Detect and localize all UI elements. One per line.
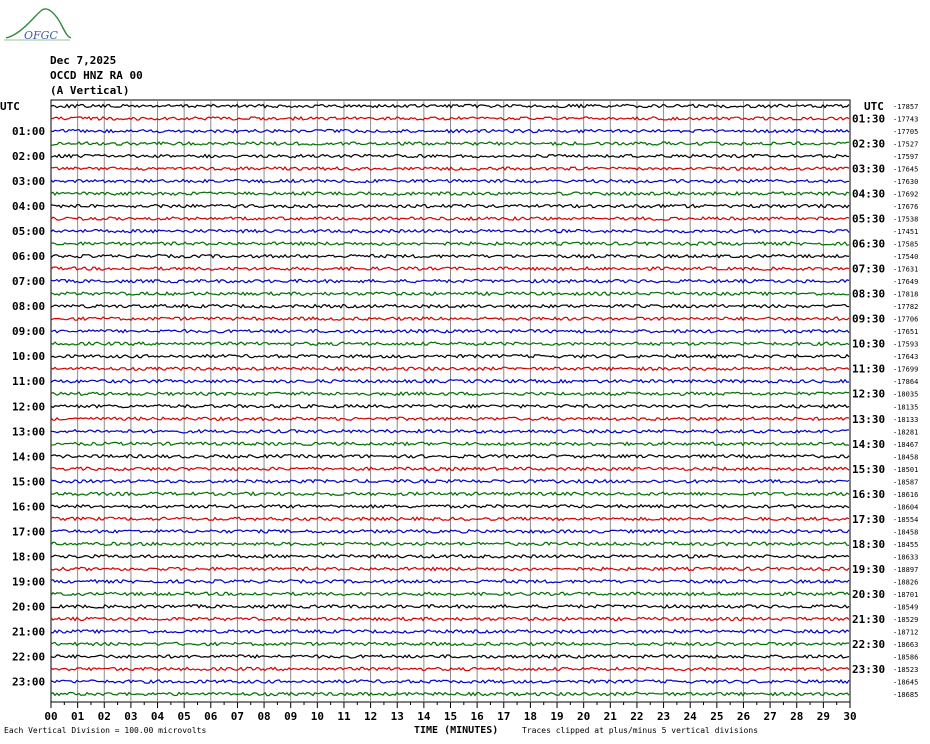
trace-offset-label: -17631 — [893, 265, 919, 274]
right-hour-label: 13:30 — [852, 412, 886, 426]
trace-offset-label: -18455 — [893, 540, 919, 549]
right-hour-label: 22:30 — [852, 637, 886, 651]
x-tick-label: 25 — [710, 710, 724, 723]
left-hour-label: 19:00 — [12, 575, 46, 589]
x-tick-label: 23 — [656, 710, 671, 723]
right-hour-label: 11:30 — [852, 362, 886, 376]
logo-text: OFGC — [24, 29, 58, 42]
left-hour-label: 09:00 — [12, 325, 46, 339]
component-label: (A Vertical) — [50, 84, 130, 97]
trace-offset-label: -18712 — [893, 628, 919, 637]
right-hour-label: 07:30 — [852, 262, 886, 276]
x-axis-title: TIME (MINUTES) — [414, 725, 499, 736]
x-tick-label: 21 — [603, 710, 617, 723]
station-id: OCCD HNZ RA 00 — [50, 69, 143, 82]
x-tick-label: 19 — [550, 710, 564, 723]
trace-offset-label: -18826 — [893, 578, 919, 587]
trace-offset-label: -18587 — [893, 478, 919, 487]
trace-offset-label: -17782 — [893, 303, 919, 312]
left-hour-label: 12:00 — [12, 400, 46, 414]
left-hour-label: 20:00 — [12, 600, 46, 614]
x-tick-label: 01 — [71, 710, 85, 723]
right-hour-label: 04:30 — [852, 187, 886, 201]
trace-offset-label: -17676 — [893, 203, 919, 212]
x-tick-label: 07 — [230, 710, 245, 723]
trace-offset-label: -18604 — [893, 503, 919, 512]
trace-offset-label: -18633 — [893, 553, 919, 562]
right-hour-label: 16:30 — [852, 487, 886, 501]
trace-offset-label: -17692 — [893, 190, 919, 199]
x-tick-label: 30 — [843, 710, 857, 723]
left-hour-label: 23:00 — [12, 675, 46, 689]
trace-offset-label: -18701 — [893, 590, 919, 599]
trace-offset-label: -18501 — [893, 465, 919, 474]
trace-offset-label: -18554 — [893, 515, 919, 524]
right-hour-label: 20:30 — [852, 587, 886, 601]
x-tick-label: 03 — [124, 710, 138, 723]
x-tick-label: 13 — [390, 710, 404, 723]
x-tick-label: 16 — [470, 710, 484, 723]
trace-offset-label: -18133 — [893, 415, 919, 424]
right-hour-label: 14:30 — [852, 437, 886, 451]
right-hour-label: 06:30 — [852, 237, 886, 251]
left-hour-label: 10:00 — [12, 350, 46, 364]
right-axis-title: UTC — [864, 100, 884, 113]
trace-offset-label: -17593 — [893, 340, 919, 349]
trace-offset-labels — [893, 103, 918, 699]
right-hour-label: 19:30 — [852, 562, 886, 576]
left-hour-label: 03:00 — [12, 175, 46, 189]
trace-offset-label: -18663 — [893, 640, 919, 649]
right-hour-label: 02:30 — [852, 137, 886, 151]
right-hour-label: 08:30 — [852, 287, 886, 301]
clip-note: Traces clipped at plus/minus 5 vertical divisions — [522, 726, 759, 735]
trace-offset-label: -17527 — [893, 140, 919, 149]
trace-offset-label: -17645 — [893, 165, 919, 174]
x-tick-label: 18 — [523, 710, 538, 723]
left-hour-label: 18:00 — [12, 550, 46, 564]
chart-date: Dec 7,2025 — [50, 54, 117, 67]
trace-offset-label: -17538 — [893, 215, 919, 224]
x-axis — [44, 702, 856, 723]
trace-offset-label: -17699 — [893, 365, 919, 374]
x-tick-label: 14 — [417, 710, 431, 723]
right-hour-labels — [852, 113, 885, 676]
left-hour-label: 16:00 — [12, 500, 46, 514]
left-axis-title: UTC — [0, 100, 20, 113]
trace-offset-label: -17585 — [893, 240, 919, 249]
left-hour-label: 05:00 — [12, 225, 46, 239]
trace-offset-label: -17706 — [893, 315, 919, 324]
right-hour-label: 12:30 — [852, 387, 886, 401]
left-hour-labels — [12, 125, 45, 688]
plot-grid — [51, 100, 850, 702]
trace-offset-label: -17540 — [893, 253, 919, 262]
trace-offset-label: -17651 — [893, 328, 919, 337]
trace-offset-label: -18645 — [893, 678, 919, 687]
right-hour-label: 05:30 — [852, 212, 886, 226]
trace-offset-label: -18458 — [893, 453, 919, 462]
trace-offset-label: -18529 — [893, 615, 919, 624]
x-tick-label: 28 — [790, 710, 804, 723]
right-hour-label: 10:30 — [852, 337, 886, 351]
trace-offset-label: -17857 — [893, 103, 919, 111]
trace-offset-label: -17451 — [893, 228, 919, 237]
trace-offset-label: -17864 — [893, 378, 919, 387]
trace-offset-label: -18035 — [893, 390, 919, 399]
trace-offset-label: -18467 — [893, 440, 919, 449]
x-tick-label: 17 — [497, 710, 511, 723]
left-hour-label: 17:00 — [12, 525, 46, 539]
trace-offset-label: -18549 — [893, 603, 919, 612]
right-hour-label: 15:30 — [852, 462, 886, 476]
x-tick-label: 02 — [97, 710, 111, 723]
trace-offset-label: -18281 — [893, 428, 919, 437]
left-hour-label: 01:00 — [12, 125, 46, 139]
x-tick-label: 00 — [44, 710, 58, 723]
right-hour-label: 18:30 — [852, 537, 886, 551]
scale-note: Each Vertical Division = 100.00 microvolts — [4, 726, 207, 735]
right-hour-label: 09:30 — [852, 312, 886, 326]
x-tick-label: 04 — [150, 710, 165, 723]
right-hour-label: 21:30 — [852, 612, 886, 626]
right-hour-label: 17:30 — [852, 512, 886, 526]
left-hour-label: 11:00 — [12, 375, 46, 389]
x-tick-label: 26 — [736, 710, 751, 723]
x-tick-label: 08 — [257, 710, 271, 723]
left-hour-label: 14:00 — [12, 450, 46, 464]
trace-offset-label: -17597 — [893, 153, 919, 162]
x-tick-label: 05 — [177, 710, 191, 723]
x-tick-label: 06 — [204, 710, 218, 723]
x-tick-label: 24 — [683, 710, 697, 723]
left-hour-label: 07:00 — [12, 275, 46, 289]
right-hour-label: 23:30 — [852, 662, 886, 676]
x-tick-label: 11 — [337, 710, 351, 723]
trace-offset-label: -18135 — [893, 403, 919, 412]
trace-offset-label: -17643 — [893, 353, 919, 362]
right-hour-label: 03:30 — [852, 162, 886, 176]
trace-offset-label: -17649 — [893, 278, 919, 287]
left-hour-label: 06:00 — [12, 250, 46, 264]
x-tick-label: 22 — [630, 710, 644, 723]
trace-offset-label: -18685 — [893, 691, 919, 699]
x-tick-label: 27 — [763, 710, 777, 723]
x-tick-label: 20 — [577, 710, 591, 723]
left-hour-label: 21:00 — [12, 625, 46, 639]
x-tick-label: 29 — [816, 710, 830, 723]
trace-offset-label: -18458 — [893, 528, 919, 537]
left-hour-label: 04:00 — [12, 200, 46, 214]
x-tick-label: 10 — [310, 710, 324, 723]
trace-offset-label: -17818 — [893, 290, 919, 299]
left-hour-label: 02:00 — [12, 150, 46, 164]
trace-offset-label: -18523 — [893, 665, 919, 674]
right-hour-label: 01:30 — [852, 112, 886, 126]
left-hour-label: 15:00 — [12, 475, 46, 489]
trace-offset-label: -17743 — [893, 115, 919, 124]
left-hour-label: 13:00 — [12, 425, 46, 439]
x-tick-label: 15 — [443, 710, 458, 723]
x-tick-label: 09 — [284, 710, 298, 723]
trace-offset-label: -17630 — [893, 178, 919, 187]
left-hour-label: 08:00 — [12, 300, 46, 314]
trace-offset-label: -18897 — [893, 565, 919, 574]
trace-offset-label: -18616 — [893, 490, 919, 499]
trace-offset-label: -18586 — [893, 653, 919, 662]
left-hour-label: 22:00 — [12, 650, 46, 664]
x-tick-label: 12 — [363, 710, 378, 723]
trace-offset-label: -17705 — [893, 128, 919, 137]
